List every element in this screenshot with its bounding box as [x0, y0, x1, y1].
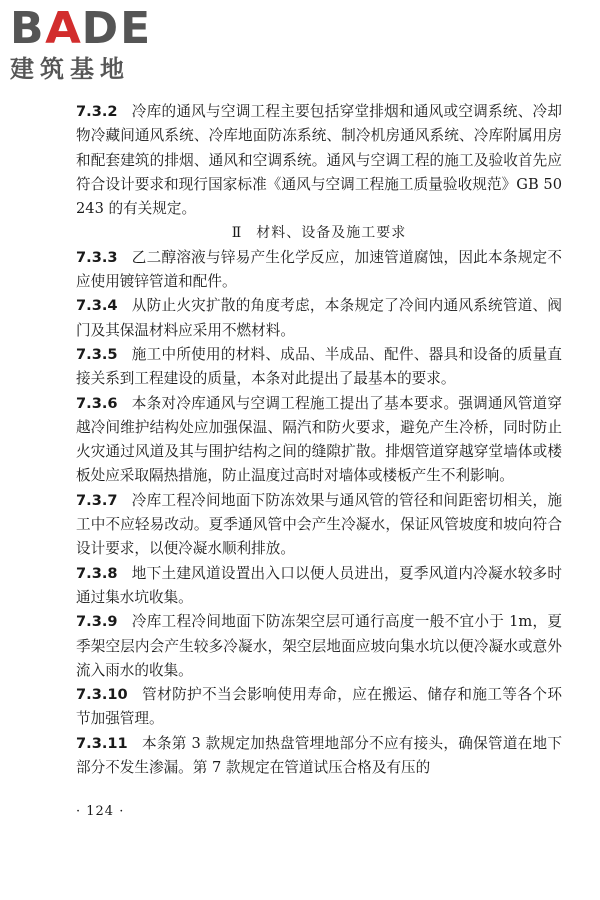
- clause-text: 冷库工程冷间地面下防冻效果与通风管的管径和间距密切相关，施工中不应轻易改动。夏季通风管中会产生冷凝水，保证风管坡度和坡向符合设计要求，以便冷凝水顺利排放。: [76, 491, 562, 558]
- clause-number: 7.3.7: [76, 491, 118, 509]
- clause-number: 7.3.10: [76, 686, 128, 704]
- clause-text: 地下土建风道设置出入口以便人员进出，夏季风道内冷凝水较多时通过集水坑收集。: [76, 564, 562, 606]
- page-number: · 124 ·: [76, 804, 125, 819]
- logo-main-text: BADE: [10, 3, 153, 54]
- clause-text: 本条第 3 款规定加热盘管埋地部分不应有接头，确保管道在地下部分不发生渗漏。第 7 款规定在管道试压合格及有压的: [76, 734, 562, 777]
- clause-text: 冷库的通风与空调工程主要包括穿堂排烟和通风或空调系统、冷却物冷藏间通风系统、冷库地面防冻系统、制冷机房通风系统、冷库附属用房和配套建筑的排烟、通风和空调系统。通风与空调工程的施工及验收首先应符合设计要求和现行国家标准《通风与空调工程施工质量验收规范》GB 50243 的有关规定。: [76, 103, 562, 218]
- bade-logo: [10, 3, 180, 86]
- clause-number: 7.3.11: [76, 734, 128, 752]
- clause-7-3-8: [76, 562, 562, 611]
- clause-text: 冷库工程冷间地面下防冻架空层可通行高度一般不宜小于 1m，夏季架空层内会产生较多冷凝水，架空层地面应坡向集水坑以便冷凝水或意外流入雨水的收集。: [76, 613, 562, 679]
- clause-7-3-4: [76, 294, 562, 343]
- clause-number: 7.3.9: [76, 613, 118, 631]
- clause-text: 施工中所使用的材料、成品、半成品、配件、器具和设备的质量直接关系到工程建设的质量，本条对此提出了最基本的要求。: [76, 345, 562, 388]
- clause-number: 7.3.3: [76, 248, 118, 266]
- clause-7-3-11: [76, 732, 562, 781]
- page-body: [76, 100, 562, 780]
- clause-7-3-5: [76, 343, 562, 392]
- section-roman-numeral: Ⅱ: [231, 225, 243, 242]
- clause-7-3-6: [76, 392, 562, 489]
- clause-7-3-2: [76, 100, 562, 221]
- clause-7-3-10: [76, 683, 562, 732]
- clause-7-3-3: [76, 246, 562, 295]
- logo-subtitle: 建筑基地: [10, 55, 130, 83]
- section-title: 材料、设备及施工要求: [256, 225, 407, 242]
- clause-text: 乙二醇溶液与锌易产生化学反应，加速管道腐蚀，因此本条规定不应使用镀锌管道和配件。: [76, 248, 562, 291]
- clause-7-3-9: [76, 610, 562, 683]
- clause-number: 7.3.8: [76, 564, 118, 582]
- section-heading: [76, 221, 562, 245]
- logo-accent-letter: A: [44, 3, 83, 54]
- clause-text: 管材防护不当会影响使用寿命，应在搬运、储存和施工等各个环节加强管理。: [76, 686, 562, 728]
- clause-number: 7.3.5: [76, 345, 118, 363]
- clause-7-3-7: [76, 489, 562, 562]
- clause-number: 7.3.2: [76, 103, 118, 120]
- clause-text: 从防止火灾扩散的角度考虑，本条规定了冷间内通风系统管道、阀门及其保温材料应采用不燃材料。: [76, 297, 562, 339]
- clause-number: 7.3.6: [76, 394, 118, 412]
- clause-number: 7.3.4: [76, 297, 118, 315]
- logo-wordmark: [10, 3, 180, 54]
- clause-text: 本条对冷库通风与空调工程施工提出了基本要求。强调通风管道穿越冷间维护结构处应加强保温、隔汽和防火要求，避免产生冷桥，同时防止火灾通过风道及其与围护结构之间的缝隙扩散。排烟管道穿越穿堂墙体或楼板处应采取隔热措施，防止温度过高时对墙体或楼板产生不利影响。: [76, 394, 562, 485]
